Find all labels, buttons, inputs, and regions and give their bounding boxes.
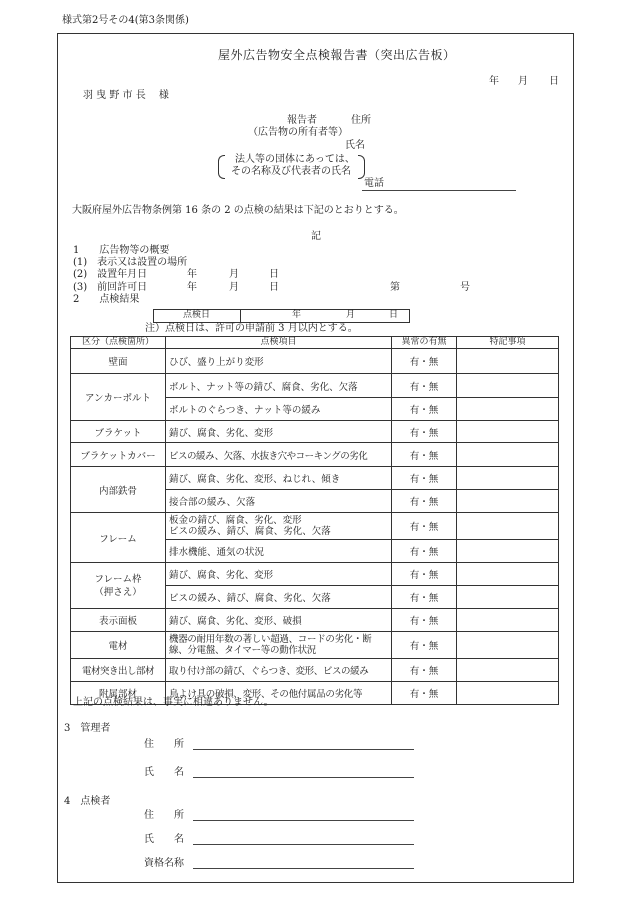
yes-no-cell[interactable]: 有・無	[392, 513, 457, 540]
inspector-address-label: 住 所	[144, 810, 184, 821]
header-remarks: 特記事項	[457, 337, 559, 349]
reporter-address-label: 住所	[351, 115, 371, 126]
section1-item3: (3) 前回許可日	[73, 282, 148, 293]
remarks-cell[interactable]	[457, 659, 559, 682]
item-cell-multiline	[166, 513, 392, 540]
remarks-cell[interactable]	[457, 349, 559, 374]
remarks-cell[interactable]	[457, 682, 559, 705]
item-cell: ボルトのぐらつき、ナット等の緩み	[166, 398, 392, 421]
certify-text: 上記の点検結果は、事実に相違ありません。	[73, 697, 274, 708]
corp-note-2: その名称及び代表者の氏名	[231, 166, 351, 177]
table-row	[71, 513, 559, 540]
section3-heading: 3 管理者	[64, 723, 111, 734]
category-cell: ブラケット	[71, 421, 166, 443]
inspection-day: 日	[389, 310, 399, 320]
manager-name-line[interactable]	[193, 777, 414, 778]
manager-address-line[interactable]	[193, 749, 414, 750]
header-abnormal: 異常の有無	[392, 337, 457, 349]
table-row	[71, 349, 559, 374]
category-cell: 電材	[71, 632, 166, 659]
date-month: 月	[518, 76, 528, 87]
table-row	[71, 443, 559, 467]
category-cell: 附属部材	[71, 682, 166, 705]
inspector-qualification-label: 資格名称	[144, 858, 184, 869]
item-line: 板金の錆び、腐食、劣化、変形	[169, 515, 302, 526]
inspection-year: 年	[292, 310, 302, 320]
section1-item2: (2) 設置年月日	[73, 269, 148, 280]
date-year: 年	[489, 76, 499, 87]
remarks-cell[interactable]	[457, 513, 559, 540]
inspection-table	[70, 336, 559, 705]
item3-gou: 号	[460, 282, 470, 293]
corp-note-1: 法人等の団体にあっては、	[235, 154, 355, 165]
yes-no-cell[interactable]: 有・無	[392, 586, 457, 609]
yes-no-cell[interactable]: 有・無	[392, 632, 457, 659]
item-cell: 錆び、腐食、劣化、変形	[166, 421, 392, 443]
inspector-name-label: 氏 名	[144, 834, 184, 845]
inspector-name-line[interactable]	[193, 844, 414, 845]
item-cell: ビスの緩み、欠落、水抜き穴やコーキングの劣化	[166, 443, 392, 467]
category-cell-multiline	[71, 563, 166, 609]
category-line: （押さえ）	[94, 586, 142, 598]
remarks-cell[interactable]	[457, 540, 559, 563]
remarks-cell[interactable]	[457, 421, 559, 443]
remarks-cell[interactable]	[457, 490, 559, 513]
yes-no-cell[interactable]: 有・無	[392, 659, 457, 682]
item-cell: 錆び、腐食、劣化、変形	[166, 563, 392, 586]
reporter-owner-note: （広告物の所有者等）	[248, 127, 348, 138]
table-row	[71, 421, 559, 443]
category-cell: 内部鉄骨	[71, 467, 166, 513]
manager-name-label: 氏 名	[144, 767, 184, 778]
remarks-cell[interactable]	[457, 586, 559, 609]
section4-heading: 4 点検者	[64, 796, 111, 807]
item3-day: 日	[269, 282, 279, 293]
inspector-qualification-line[interactable]	[193, 868, 414, 869]
table-row	[71, 374, 559, 398]
date-day: 日	[549, 76, 559, 87]
yes-no-cell[interactable]: 有・無	[392, 443, 457, 467]
yes-no-cell[interactable]: 有・無	[392, 609, 457, 632]
item-cell: 排水機能、通気の状況	[166, 540, 392, 563]
item-cell: ひび、盛り上がり変形	[166, 349, 392, 374]
item-line: 機器の耐用年数の著しい超過、コードの劣化・断	[169, 634, 372, 645]
yes-no-cell[interactable]: 有・無	[392, 490, 457, 513]
item3-year: 年	[187, 282, 197, 293]
yes-no-cell[interactable]: 有・無	[392, 349, 457, 374]
remarks-cell[interactable]	[457, 563, 559, 586]
remarks-cell[interactable]	[457, 467, 559, 490]
yes-no-cell[interactable]: 有・無	[392, 398, 457, 421]
yes-no-cell[interactable]: 有・無	[392, 540, 457, 563]
reporter-name-label: 氏名	[345, 140, 365, 151]
item2-year: 年	[187, 269, 197, 280]
yes-no-cell[interactable]: 有・無	[392, 421, 457, 443]
form-number: 様式第2号その4(第3条関係)	[62, 15, 189, 26]
item-cell: 錆び、腐食、劣化、変形、ねじれ、傾き	[166, 467, 392, 490]
bracket-right	[358, 155, 365, 179]
item2-month: 月	[229, 269, 239, 280]
table-row	[71, 632, 559, 659]
remarks-cell[interactable]	[457, 398, 559, 421]
bracket-left	[218, 155, 225, 179]
item-line: ビスの緩み、錆び、腐食、劣化、欠落	[169, 526, 331, 537]
item-cell: 取り付け部の錆び、ぐらつき、変形、ビスの緩み	[166, 659, 392, 682]
addressee: 羽 曳 野 市 長 様	[83, 90, 169, 101]
table-row	[71, 563, 559, 586]
yes-no-cell[interactable]: 有・無	[392, 682, 457, 705]
category-cell: フレーム	[71, 513, 166, 563]
phone-label: 電話	[364, 178, 384, 189]
item-cell: 鳥よけ具の破損、変形、その他付属品の劣化等	[166, 682, 392, 705]
item-line: 線、分電盤、タイマー等の動作状況	[169, 645, 317, 656]
ki-heading: 記	[311, 231, 321, 242]
remarks-cell[interactable]	[457, 374, 559, 398]
item-cell-multiline	[166, 632, 392, 659]
inspection-month: 月	[346, 310, 356, 320]
section2-heading: 2 点検結果	[73, 294, 140, 305]
header-category: 区分（点検箇所）	[71, 337, 166, 349]
reporter-label: 報告者	[287, 115, 317, 126]
inspection-note: 注）点検日は、許可の申請前 3 月以内とする。	[145, 323, 358, 334]
category-cell: アンカーボルト	[71, 374, 166, 421]
inspector-address-line[interactable]	[193, 820, 414, 821]
category-cell: 表示面板	[71, 609, 166, 632]
table-header-row	[71, 337, 559, 349]
category-cell: 壁面	[71, 349, 166, 374]
category-cell: ブラケットカバー	[71, 443, 166, 467]
item-cell: 接合部の緩み、欠落	[166, 490, 392, 513]
item3-dai: 第	[390, 282, 400, 293]
section1-item1: (1) 表示又は設置の場所	[73, 257, 188, 268]
table-row	[71, 659, 559, 682]
category-cell: 電材突き出し部材	[71, 659, 166, 682]
intro-text: 大阪府屋外広告物条例第 16 条の 2 の点検の結果は下記のとおりとする。	[72, 205, 404, 216]
phone-line	[362, 190, 516, 191]
table-row	[71, 467, 559, 490]
yes-no-cell[interactable]: 有・無	[392, 563, 457, 586]
item2-day: 日	[269, 269, 279, 280]
yes-no-cell[interactable]: 有・無	[392, 374, 457, 398]
section1-heading: 1 広告物等の概要	[73, 245, 170, 256]
page-title: 屋外広告物安全点検報告書（突出広告板）	[218, 48, 456, 62]
remarks-cell[interactable]	[457, 609, 559, 632]
item-cell: ボルト、ナット等の錆び、腐食、劣化、欠落	[166, 374, 392, 398]
item3-month: 月	[229, 282, 239, 293]
inspection-date-label: 点検日	[183, 310, 211, 320]
table-row	[71, 609, 559, 632]
category-line: フレーム枠	[94, 573, 142, 585]
item-cell: 錆び、腐食、劣化、変形、破損	[166, 609, 392, 632]
header-item: 点検項目	[166, 337, 392, 349]
item-cell: ビスの緩み、錆び、腐食、劣化、欠落	[166, 586, 392, 609]
remarks-cell[interactable]	[457, 632, 559, 659]
remarks-cell[interactable]	[457, 443, 559, 467]
manager-address-label: 住 所	[144, 739, 184, 750]
yes-no-cell[interactable]: 有・無	[392, 467, 457, 490]
